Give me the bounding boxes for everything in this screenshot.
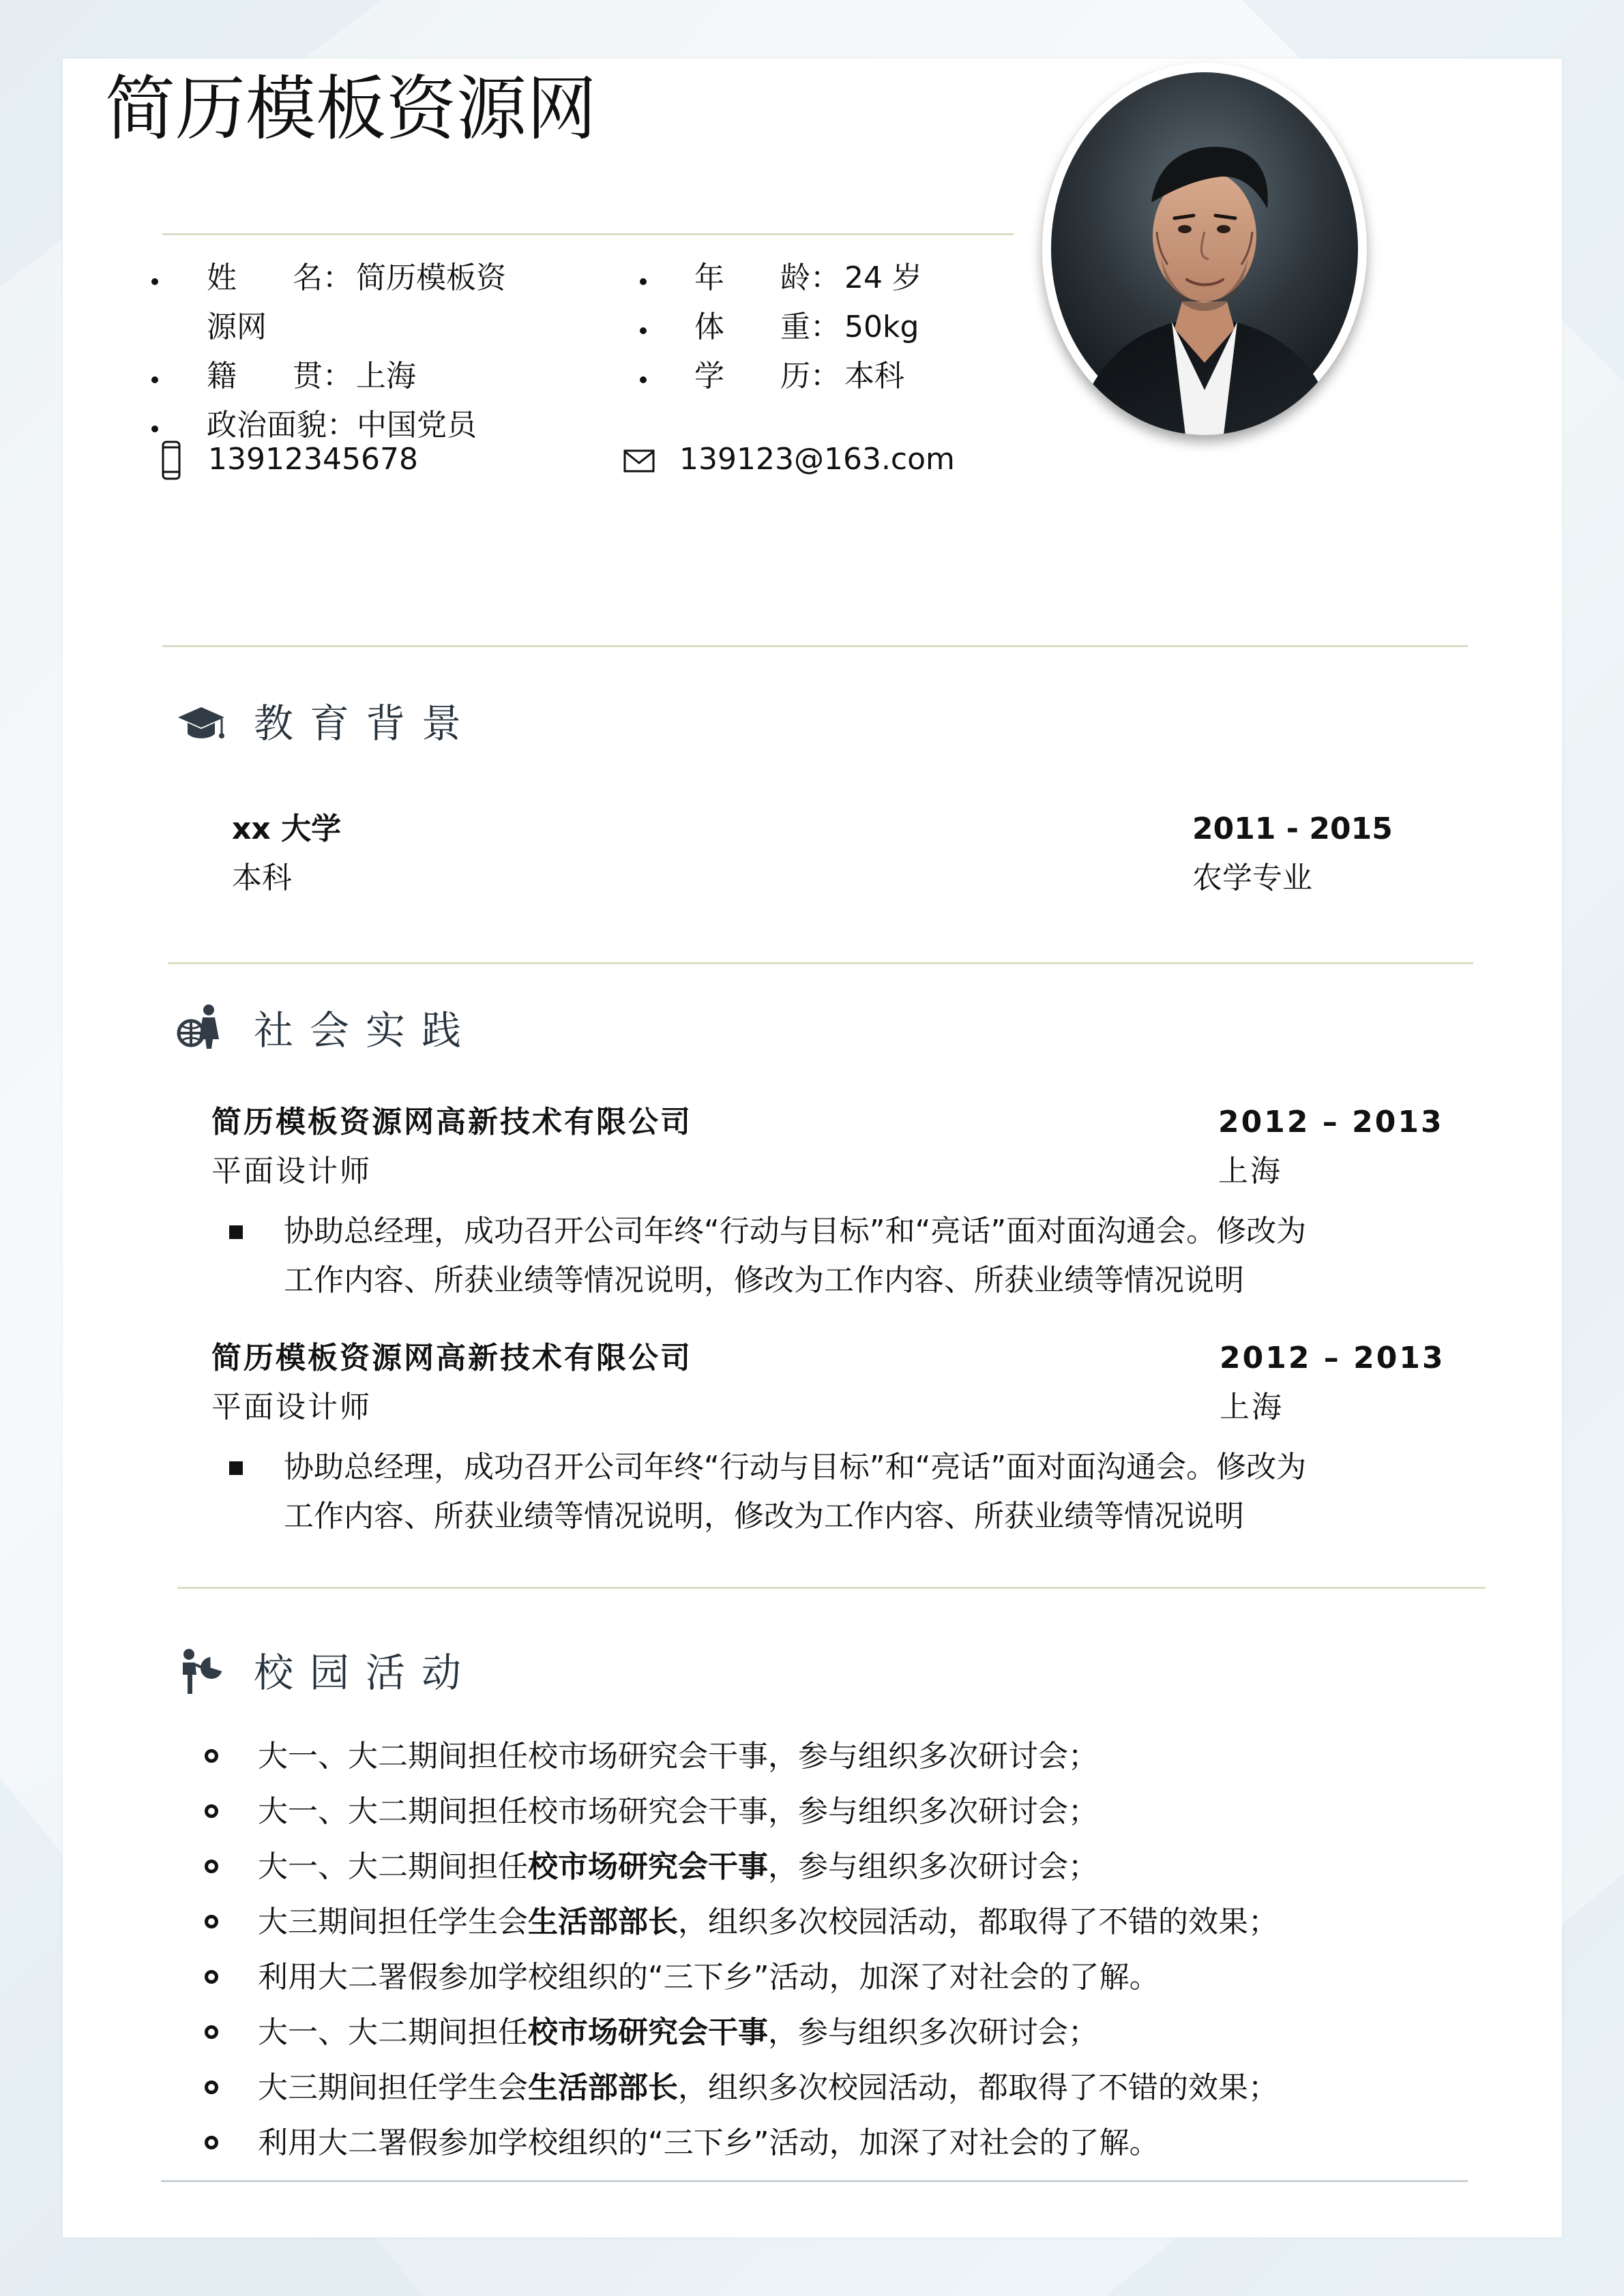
campus-bullet-3	[205, 1860, 218, 1873]
education-degree: 本科	[232, 861, 292, 895]
campus-section-title: 校园活动	[254, 1650, 478, 1696]
name-value-line-2: 源网	[207, 310, 267, 344]
profile-photo	[1042, 63, 1367, 435]
campus-bullet-4	[205, 1915, 218, 1928]
campus-activity-3: 大一、大二期间担任校市场研究会干事，参与组织多次研讨会；	[258, 1849, 1098, 1884]
education-section-title: 教育背景	[254, 700, 478, 747]
campus-bullet-7	[205, 2081, 218, 2094]
campus-activity-5: 利用大二署假参加学校组织的“三下乡”活动，加深了对社会的了解。	[258, 1960, 1160, 1995]
campus-bullet-2	[205, 1804, 218, 1818]
education-value: 本科	[844, 359, 904, 393]
campus-activity-8: 利用大二署假参加学校组织的“三下乡”活动，加深了对社会的了解。	[258, 2126, 1160, 2160]
education-label: 学 历：	[694, 359, 840, 393]
bullet-weight	[640, 327, 647, 334]
practice-description-2: 协助总经理，成功召开公司年终“行动与目标”和“亮话”面对面沟通会。修改为 工作内容、所获业绩等情况说明，修改为工作内容、所获业绩等情况说明	[284, 1450, 1307, 1534]
section-divider-3	[177, 1587, 1486, 1589]
education-period: 2011 - 2015	[1192, 811, 1393, 846]
practice-period-1: 2012 – 2013	[1218, 1105, 1444, 1139]
campus-bullet-5	[205, 1970, 218, 1984]
campus-bullet-6	[205, 2025, 218, 2039]
campus-activity-4: 大三期间担任学生会生活部部长，组织多次校园活动，都取得了不错的效果；	[258, 1905, 1278, 1939]
education-major: 农学专业	[1192, 861, 1312, 895]
bullet-age	[640, 278, 647, 285]
practice-description-1: 协助总经理，成功召开公司年终“行动与目标”和“亮话”面对面沟通会。修改为 工作内容、所获业绩等情况说明，修改为工作内容、所获业绩等情况说明	[284, 1214, 1307, 1298]
email-text: 139123@163.com	[679, 442, 955, 477]
phone-icon	[161, 441, 181, 480]
native-label: 籍 贯：	[207, 359, 353, 393]
practice-section-title: 社会实践	[254, 1007, 478, 1054]
practice-company-2: 简历模板资源网高新技术有限公司	[211, 1341, 692, 1375]
practice-bullet-1	[229, 1225, 243, 1239]
mail-icon	[623, 449, 655, 473]
campus-bullet-8	[205, 2136, 218, 2149]
resume-title: 简历模板资源网	[105, 68, 597, 150]
practice-role-1: 平面设计师	[211, 1154, 372, 1189]
bullet-education	[640, 376, 647, 383]
title-divider	[162, 233, 1014, 235]
bullet-name	[151, 278, 158, 285]
phone-text: 13912345678	[208, 442, 418, 477]
campus-activity-2: 大一、大二期间担任校市场研究会干事，参与组织多次研讨会；	[258, 1794, 1098, 1829]
campus-activity-icon	[177, 1648, 228, 1695]
age-value: 24 岁	[844, 260, 922, 295]
name-value-line-1: 简历模板资	[356, 260, 506, 295]
practice-role-2: 平面设计师	[211, 1390, 372, 1425]
footer-divider	[161, 2180, 1468, 2182]
social-practice-icon	[176, 1002, 226, 1050]
practice-period-2: 2012 – 2013	[1220, 1341, 1445, 1375]
graduation-cap-icon	[176, 705, 226, 743]
name-label: 姓 名：	[207, 260, 353, 295]
bullet-native	[151, 376, 158, 383]
campus-activity-1: 大一、大二期间担任校市场研究会干事，参与组织多次研讨会；	[258, 1739, 1098, 1774]
campus-activity-6: 大一、大二期间担任校市场研究会干事，参与组织多次研讨会；	[258, 2015, 1098, 2050]
weight-value: 50kg	[844, 310, 919, 344]
profile-photo-illustration	[1042, 63, 1367, 435]
section-divider-1	[162, 645, 1468, 647]
practice-company-1: 简历模板资源网高新技术有限公司	[211, 1105, 692, 1139]
native-value: 上海	[356, 359, 416, 393]
age-label: 年 龄：	[694, 260, 840, 295]
politics-line: 政治面貌：中国党员	[207, 408, 477, 443]
section-divider-2	[168, 962, 1473, 964]
practice-bullet-2	[229, 1461, 243, 1475]
bullet-politics	[151, 426, 158, 432]
weight-label: 体 重：	[694, 310, 840, 344]
practice-location-1: 上海	[1218, 1154, 1282, 1189]
campus-bullet-1	[205, 1749, 218, 1763]
practice-location-2: 上海	[1220, 1390, 1284, 1425]
education-school: xx 大学	[232, 811, 342, 846]
campus-activity-7: 大三期间担任学生会生活部部长，组织多次校园活动，都取得了不错的效果；	[258, 2070, 1278, 2105]
